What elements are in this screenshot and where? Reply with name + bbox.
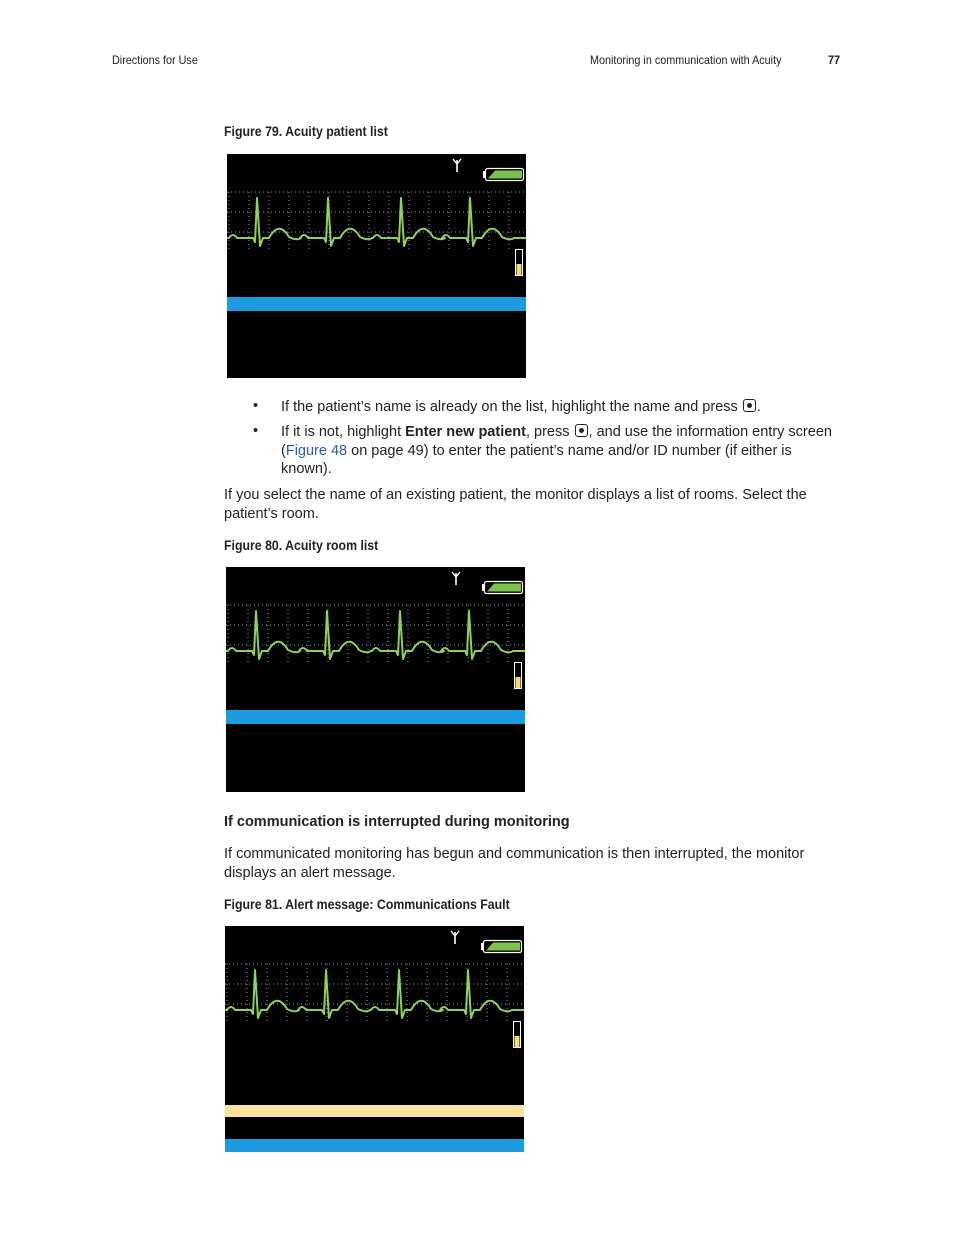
level-indicator-icon (514, 1022, 521, 1048)
level-indicator-icon (515, 663, 522, 689)
figure-48-link[interactable]: Figure 48 (285, 442, 348, 459)
ecg-waveform (227, 198, 526, 246)
figure-81-caption: Figure 81. Alert message: Communications Fault (224, 896, 510, 912)
battery-icon (482, 582, 523, 594)
select-button-icon (575, 424, 588, 437)
highlighted-row (225, 1139, 524, 1152)
battery-icon (481, 941, 522, 953)
enter-new-patient-term: Enter new patient (405, 424, 526, 440)
paragraph-interruption: If communicated monitoring has begun and communication is then interrupted, the monitor displays an alert message. (224, 846, 805, 881)
ecg-waveform (226, 611, 525, 659)
bullet-item-2: If it is not, highlight Enter new patient, press , and use the information entry screen (Figure 48 on page 49) to enter the patient’s name and/or ID number (if either is known). (281, 424, 832, 477)
acuity-patient-list-screen (227, 154, 526, 378)
highlighted-list-row (227, 297, 526, 311)
bullet-marker: • (253, 398, 259, 414)
figure-80-caption: Figure 80. Acuity room list (224, 537, 379, 553)
paragraph-room-selection: If you select the name of an existing patient, the monitor displays a list of rooms. Select the patient’s room. (224, 487, 807, 522)
running-header-right: Monitoring in communication with Acuity (590, 53, 782, 67)
page-number: 77 (828, 53, 841, 67)
level-indicator-icon (516, 250, 523, 276)
figure-79-caption: Figure 79. Acuity patient list (224, 123, 388, 139)
acuity-room-list-screen (226, 567, 525, 792)
select-button-icon (743, 399, 756, 412)
antenna-icon (452, 572, 460, 585)
ecg-waveform (225, 970, 524, 1018)
ecg-panel (226, 567, 525, 792)
battery-icon (483, 169, 524, 181)
antenna-icon (453, 159, 461, 172)
running-header-left: Directions for Use (112, 53, 198, 67)
highlighted-list-row (226, 710, 525, 724)
ecg-panel (227, 154, 526, 378)
alert-message-bar (225, 1105, 524, 1117)
communications-fault-screen (225, 926, 524, 1152)
bullet-item-1: If the patient’s name is already on the list, highlight the name and press . (281, 399, 761, 415)
ecg-panel (225, 926, 524, 1152)
section-heading: If communication is interrupted during monitoring (224, 814, 570, 830)
antenna-icon (451, 931, 459, 944)
bullet-marker: • (253, 423, 259, 439)
